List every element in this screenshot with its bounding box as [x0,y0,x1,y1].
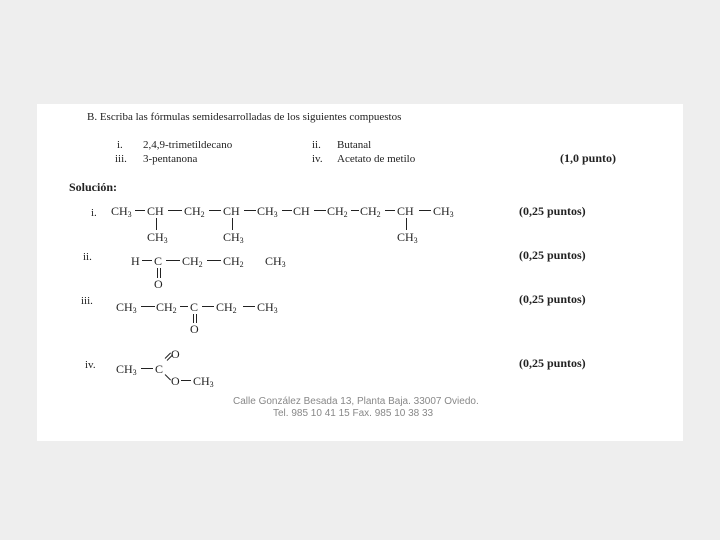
atom: CH [397,204,414,218]
atom: $CH_3$ [111,204,132,219]
atom: $CH_3$ [397,230,418,245]
atom: C [190,300,199,314]
atom: O [154,277,163,291]
bond [243,306,255,307]
bond [207,260,221,261]
bond [244,210,256,211]
atom: C [154,254,163,268]
answer-points-ii: (0,25 puntos) [519,248,586,262]
answer-num-ii: ii. [83,251,92,263]
atom: $CH_2$ [327,204,348,219]
atom: C [155,362,164,376]
bond [141,306,155,307]
bond [181,380,191,381]
compound-num-iii: iii. [115,153,127,165]
compound-num-iv: iv. [312,153,323,165]
atom: $CH_3$ [193,374,214,389]
atom: $CH_2$ [182,254,203,269]
bond [202,306,214,307]
bond [142,260,152,261]
compound-num-i: i. [117,139,123,151]
compound-name-i: 2,4,9-trimetildecano [143,139,233,151]
atom: $CH_2$ [156,300,177,315]
answer-num-iii: iii. [81,295,93,307]
atom: CH [293,204,310,218]
bond [135,210,145,211]
compound-name-iv: Acetato de metilo [337,153,416,165]
bond [232,218,233,230]
atom: O [190,322,199,336]
answer-points-iii: (0,25 puntos) [519,292,586,306]
bond [419,210,431,211]
bond [406,218,407,230]
atom: $CH_3$ [433,204,454,219]
atom: $CH_3$ [257,300,278,315]
atom: CH [147,204,164,218]
atom: O [171,374,180,388]
answer-num-iv: iv. [85,359,96,371]
compound-num-ii: ii. [312,139,321,151]
bond [168,210,182,211]
bond [314,210,326,211]
bond [209,210,221,211]
compound-name-iii: 3-pentanona [143,153,198,165]
slide [37,104,683,441]
atom: $CH_2$ [216,300,237,315]
solution-label: Solución: [69,180,118,194]
atom: $CH_3$ [116,362,137,377]
atom: $CH_3$ [257,204,278,219]
total-points: (1,0 punto) [560,151,617,165]
atom: $CH_3$ [265,254,286,269]
instruction: B. Escriba las fórmulas semidesarrolladas de los siguientes compuestos [87,111,402,123]
answer-points-iv: (0,25 puntos) [519,356,586,370]
atom: O [171,347,180,361]
bond [141,368,153,369]
atom: $CH_3$ [116,300,137,315]
atom: CH [223,204,240,218]
compound-name-ii: Butanal [337,139,372,151]
bond [282,210,292,211]
bond [180,306,188,307]
bond [351,210,359,211]
answer-num-i: i. [91,207,97,219]
bond [156,218,157,230]
answer-points-i: (0,25 puntos) [519,204,586,218]
bond [385,210,395,211]
footer-phones: Tel. 985 10 41 15 Fax. 985 10 38 33 [273,408,434,419]
atom: $CH_3$ [223,230,244,245]
footer-address: Calle González Besada 13, Planta Baja. 33007 Oviedo. [233,396,479,407]
bond [166,260,180,261]
atom: $CH_2$ [184,204,205,219]
atom: $CH_2$ [360,204,381,219]
atom: $CH_2$ [223,254,244,269]
atom: $CH_3$ [147,230,168,245]
atom: H [131,254,140,268]
